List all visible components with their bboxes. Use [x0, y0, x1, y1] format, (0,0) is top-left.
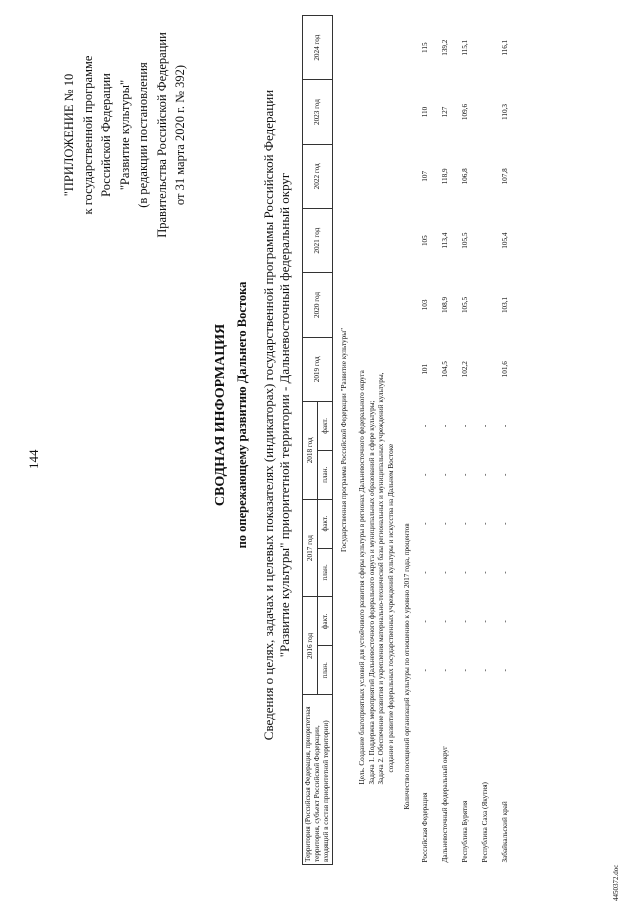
territory-name: Забайкальский край	[501, 801, 509, 863]
table-cell: 110	[421, 106, 429, 118]
goal-line: Задача 2. Обеспечение развития и укрепления материально-технической базы региональных и муниципальных учреждений культуры,	[377, 372, 385, 785]
table-cell: 118,9	[441, 168, 449, 185]
year-header: 2018 год	[303, 401, 318, 499]
table-cell: 113,4	[441, 232, 449, 249]
plan-subheader: план.	[318, 646, 333, 695]
table-cell: 116,1	[501, 39, 509, 56]
table-cell: 105,4	[501, 232, 509, 249]
year-header: 2023 год	[303, 80, 333, 144]
table-row	[415, 16, 435, 865]
table-cell: -	[501, 424, 509, 428]
table-cell	[475, 144, 495, 208]
table-cell: -	[441, 620, 449, 623]
year-header: 2021 год	[303, 208, 333, 272]
table-cell	[475, 80, 495, 144]
page-number: 144	[26, 449, 41, 469]
table-cell: -	[441, 571, 449, 574]
fact-subheader: факт.	[318, 499, 333, 548]
territory-column-header: Территория (Российская Федерация, приоритетная территория, субъект Российской Федерации, входящий в состав приоритетной территории)	[303, 695, 333, 865]
table-cell	[475, 208, 495, 272]
appendix-line: от 31 марта 2020 г. № 392)	[173, 64, 187, 206]
table-cell: 105	[421, 235, 429, 247]
table-cell: 101,6	[501, 361, 509, 378]
year-header: 2020 год	[303, 273, 333, 337]
table-cell: -	[441, 522, 449, 525]
table-cell: -	[441, 669, 449, 672]
program-title: Государственная программа Российской Федерации "Развитие культуры"	[340, 327, 348, 553]
fact-subheader: факт.	[318, 597, 333, 646]
table-cell	[475, 273, 495, 337]
appendix-line: (в редакции постановления	[136, 62, 150, 208]
table-cell: -	[481, 522, 489, 525]
table-cell: 110,3	[501, 104, 509, 120]
table-cell: 102,2	[461, 361, 469, 378]
table-cell: -	[481, 620, 489, 623]
table-cell: 109,6	[461, 103, 469, 121]
table-cell: -	[421, 571, 429, 574]
table-cell: -	[461, 522, 469, 525]
table-row	[475, 16, 495, 865]
table-cell: -	[501, 620, 509, 623]
year-header: 2019 год	[303, 337, 333, 401]
territory-name: Республика Бурятия	[461, 800, 469, 863]
table-cell: -	[481, 571, 489, 574]
table-cell: -	[421, 424, 429, 428]
table-cell: -	[501, 669, 509, 672]
table-cell: -	[461, 620, 469, 623]
table-cell: -	[421, 669, 429, 672]
table-cell: 105,5	[461, 232, 469, 249]
table-cell: -	[421, 620, 429, 623]
indicators-table	[302, 15, 515, 865]
table-cell: 101	[421, 363, 429, 375]
table-cell: 105,5	[461, 296, 469, 314]
plan-subheader: план.	[318, 450, 333, 499]
document-description-line: Сведения о целях, задачах и целевых показателях (индикаторах) государственной программы Российской Федерации	[261, 89, 276, 741]
table-cell: 106,8	[461, 168, 469, 185]
document-description-line: "Развитие культуры" приоритетной территории - Дальневосточный федеральный округ	[277, 172, 292, 658]
table-cell: -	[501, 571, 509, 574]
appendix-line: "ПРИЛОЖЕНИЕ № 10	[62, 73, 76, 197]
document-subtitle: по опережающему развитию Дальнего Востока	[235, 281, 249, 549]
appendix-line: "Развитие культуры"	[117, 79, 132, 191]
plan-subheader: план.	[318, 548, 333, 597]
goal-line: создание и развитие федеральных государственных учреждений культуры и искусства на Дальнем Востоке	[386, 443, 395, 773]
table-row	[435, 16, 455, 865]
table-cell: -	[481, 424, 489, 428]
table-cell: 115	[421, 42, 429, 53]
table-cell: -	[461, 473, 469, 476]
appendix-line: к государственной программе	[80, 55, 95, 215]
document-id: 4450372.doc	[612, 864, 620, 901]
document-title: СВОДНАЯ ИНФОРМАЦИЯ	[213, 323, 228, 507]
goal-line: Задача 1. Поддержка мероприятий Дальневосточного федерального округа и муниципальных образований в сфере культуры;	[367, 400, 376, 785]
territory-name: Республика Саха (Якутия)	[481, 782, 489, 863]
indicator-title: Количество посещений организаций культуры по отношению к уровню 2017 года, процентов	[403, 523, 411, 810]
table-row	[455, 16, 475, 865]
year-header: 2024 год	[303, 16, 333, 80]
program-row	[333, 16, 356, 865]
table-cell: -	[481, 669, 489, 672]
table-cell: 115,1	[461, 39, 469, 56]
table-cell: 108,9	[441, 296, 449, 314]
table-cell: -	[501, 473, 509, 476]
goal-line: Цель. Создание благоприятных условий для устойчивого развития сферы культуры в регионах Дальневосточного федерального округа	[358, 370, 366, 785]
table-cell: -	[441, 424, 449, 428]
appendix-header	[60, 10, 190, 260]
table-cell: 103,1	[501, 296, 509, 314]
table-cell: 107	[421, 170, 429, 182]
appendix-line: Российской Федерации	[99, 73, 113, 197]
fact-subheader: факт.	[318, 401, 333, 450]
goal-row	[355, 16, 399, 865]
table-cell: -	[461, 669, 469, 672]
table-cell: -	[421, 473, 429, 476]
table-cell: -	[461, 424, 469, 428]
table-cell: 103	[421, 299, 429, 311]
table-cell	[475, 337, 495, 401]
table-cell: 127	[441, 106, 449, 118]
year-header: 2017 год	[303, 499, 318, 597]
table-cell: -	[501, 522, 509, 525]
year-header: 2016 год	[303, 597, 318, 695]
table-cell	[475, 16, 495, 80]
table-row	[495, 16, 515, 865]
table-cell: 107,8	[501, 168, 509, 185]
table-cell: -	[441, 473, 449, 476]
table-cell: 139,2	[441, 39, 449, 56]
table-cell: 104,5	[441, 361, 449, 378]
year-header: 2022 год	[303, 144, 333, 208]
table-cell: -	[421, 522, 429, 525]
goal-text	[355, 16, 399, 865]
table-cell: -	[481, 473, 489, 476]
territory-name: Дальневосточный федеральный округ	[441, 745, 449, 863]
title-block	[210, 45, 293, 785]
indicator-row	[399, 16, 415, 865]
appendix-line: Правительства Российской Федерации	[154, 32, 169, 238]
table-cell: -	[461, 571, 469, 574]
territory-name: Российская Федерация	[421, 792, 429, 863]
